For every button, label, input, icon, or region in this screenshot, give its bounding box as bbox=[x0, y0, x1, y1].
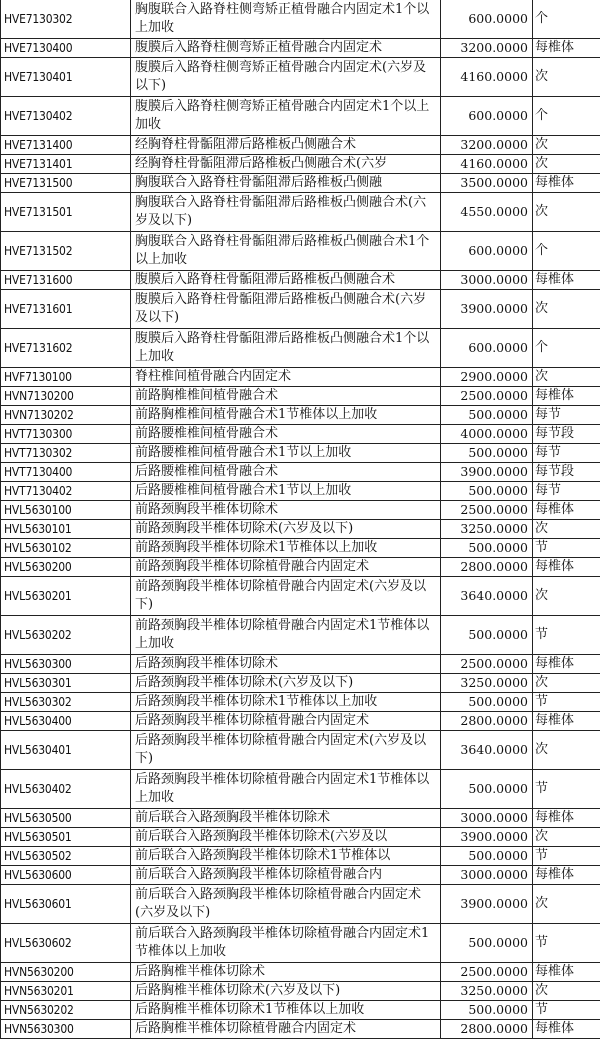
table-row bbox=[1, 0, 600, 39]
item-unit-cell: 节 bbox=[533, 1001, 600, 1020]
table-row bbox=[1, 368, 600, 387]
item-price-cell: 2800.0000 bbox=[441, 712, 533, 731]
item-code-cell: HVE7131601 bbox=[1, 290, 131, 329]
item-price-cell: 3900.0000 bbox=[441, 885, 533, 924]
item-name-cell: 胸腹联合入路脊柱骨骺阻滞后路椎板凸侧融合术1个以上加收 bbox=[131, 232, 441, 271]
item-price-cell: 3900.0000 bbox=[441, 290, 533, 329]
item-price-cell: 500.0000 bbox=[441, 406, 533, 425]
item-name-cell: 后路颈胸段半椎体切除术 bbox=[131, 655, 441, 674]
item-unit-cell: 次 bbox=[533, 368, 600, 387]
item-unit-cell: 次 bbox=[533, 982, 600, 1001]
item-name-cell: 后路颈胸段半椎体切除植骨融合内固定术1节椎体以上加收 bbox=[131, 770, 441, 809]
table-row bbox=[1, 770, 600, 809]
item-price-cell: 2500.0000 bbox=[441, 387, 533, 406]
table-row bbox=[1, 444, 600, 463]
item-name-cell: 前路腰椎椎间植骨融合术 bbox=[131, 425, 441, 444]
item-code-cell: HVE7131500 bbox=[1, 174, 131, 193]
item-unit-cell: 节 bbox=[533, 693, 600, 712]
item-price-cell: 2800.0000 bbox=[441, 558, 533, 577]
item-unit-cell: 每节段 bbox=[533, 463, 600, 482]
table-row bbox=[1, 329, 600, 368]
item-name-cell: 前路胸椎椎间植骨融合术 bbox=[131, 387, 441, 406]
item-name-cell: 腹膜后入路脊柱侧弯矫正植骨融合内固定术1个以上加收 bbox=[131, 97, 441, 136]
item-code-cell: HVT7130300 bbox=[1, 425, 131, 444]
table-row bbox=[1, 963, 600, 982]
item-code-cell: HVN7130202 bbox=[1, 406, 131, 425]
item-unit-cell: 个 bbox=[533, 232, 600, 271]
item-code-cell: HVE7131502 bbox=[1, 232, 131, 271]
fee-table-body bbox=[1, 0, 600, 1039]
item-unit-cell: 次 bbox=[533, 155, 600, 174]
item-unit-cell: 个 bbox=[533, 97, 600, 136]
table-row bbox=[1, 58, 600, 97]
table-row bbox=[1, 866, 600, 885]
item-unit-cell: 次 bbox=[533, 520, 600, 539]
item-code-cell: HVL5630201 bbox=[1, 577, 131, 616]
item-unit-cell: 每椎体 bbox=[533, 963, 600, 982]
item-name-cell: 后路颈胸段半椎体切除术(六岁及以下) bbox=[131, 674, 441, 693]
item-code-cell: HVE7130302 bbox=[1, 0, 131, 39]
table-row bbox=[1, 577, 600, 616]
item-price-cell: 4000.0000 bbox=[441, 425, 533, 444]
item-price-cell: 500.0000 bbox=[441, 482, 533, 501]
item-code-cell: HVT7130400 bbox=[1, 463, 131, 482]
item-unit-cell: 每椎体 bbox=[533, 271, 600, 290]
table-row bbox=[1, 809, 600, 828]
item-name-cell: 胸腹联合入路脊柱骨骺阻滞后路椎板凸侧融 bbox=[131, 174, 441, 193]
item-price-cell: 500.0000 bbox=[441, 616, 533, 655]
item-name-cell: 经胸脊柱骨骺阻滞后路椎板凸侧融合术 bbox=[131, 136, 441, 155]
item-unit-cell: 次 bbox=[533, 885, 600, 924]
item-unit-cell: 次 bbox=[533, 674, 600, 693]
item-name-cell: 后路胸椎半椎体切除植骨融合内固定术 bbox=[131, 1020, 441, 1039]
item-unit-cell: 次 bbox=[533, 290, 600, 329]
item-code-cell: HVL5630401 bbox=[1, 731, 131, 770]
table-row bbox=[1, 693, 600, 712]
item-name-cell: 后路胸椎半椎体切除术(六岁及以下) bbox=[131, 982, 441, 1001]
table-row bbox=[1, 174, 600, 193]
item-code-cell: HVN5630201 bbox=[1, 982, 131, 1001]
item-unit-cell: 每节 bbox=[533, 444, 600, 463]
table-row bbox=[1, 155, 600, 174]
item-name-cell: 后路胸椎半椎体切除术 bbox=[131, 963, 441, 982]
table-row bbox=[1, 39, 600, 58]
table-row bbox=[1, 655, 600, 674]
item-unit-cell: 次 bbox=[533, 828, 600, 847]
table-row bbox=[1, 501, 600, 520]
item-code-cell: HVL5630102 bbox=[1, 539, 131, 558]
item-price-cell: 3640.0000 bbox=[441, 577, 533, 616]
item-name-cell: 后路腰椎椎间植骨融合术 bbox=[131, 463, 441, 482]
table-row bbox=[1, 232, 600, 271]
table-row bbox=[1, 674, 600, 693]
item-unit-cell: 每椎体 bbox=[533, 809, 600, 828]
item-code-cell: HVL5630301 bbox=[1, 674, 131, 693]
item-unit-cell: 次 bbox=[533, 58, 600, 97]
item-price-cell: 3900.0000 bbox=[441, 828, 533, 847]
table-row bbox=[1, 463, 600, 482]
table-row bbox=[1, 387, 600, 406]
table-row bbox=[1, 847, 600, 866]
item-unit-cell: 每椎体 bbox=[533, 39, 600, 58]
item-unit-cell: 每椎体 bbox=[533, 501, 600, 520]
item-name-cell: 后路颈胸段半椎体切除植骨融合内固定术 bbox=[131, 712, 441, 731]
table-row bbox=[1, 924, 600, 963]
item-code-cell: HVT7130302 bbox=[1, 444, 131, 463]
item-name-cell: 前路颈胸段半椎体切除术(六岁及以下) bbox=[131, 520, 441, 539]
item-unit-cell: 次 bbox=[533, 136, 600, 155]
item-price-cell: 500.0000 bbox=[441, 1001, 533, 1020]
item-name-cell: 经胸脊柱骨骺阻滞后路椎板凸侧融合术(六岁 bbox=[131, 155, 441, 174]
item-unit-cell: 每椎体 bbox=[533, 655, 600, 674]
item-unit-cell: 节 bbox=[533, 616, 600, 655]
table-row bbox=[1, 97, 600, 136]
item-name-cell: 前路颈胸段半椎体切除植骨融合内固定术(六岁及以下) bbox=[131, 577, 441, 616]
item-price-cell: 500.0000 bbox=[441, 539, 533, 558]
item-name-cell: 前路颈胸段半椎体切除术 bbox=[131, 501, 441, 520]
item-code-cell: HVL5630602 bbox=[1, 924, 131, 963]
item-price-cell: 600.0000 bbox=[441, 97, 533, 136]
item-code-cell: HVL5630101 bbox=[1, 520, 131, 539]
item-name-cell: 腹膜后入路脊柱骨骺阻滞后路椎板凸侧融合术1个以上加收 bbox=[131, 329, 441, 368]
item-price-cell: 500.0000 bbox=[441, 847, 533, 866]
item-name-cell: 前路颈胸段半椎体切除术1节椎体以上加收 bbox=[131, 539, 441, 558]
item-unit-cell: 每节 bbox=[533, 406, 600, 425]
table-row bbox=[1, 406, 600, 425]
item-unit-cell: 节 bbox=[533, 539, 600, 558]
table-row bbox=[1, 616, 600, 655]
item-code-cell: HVL5630502 bbox=[1, 847, 131, 866]
table-row bbox=[1, 731, 600, 770]
item-name-cell: 前路胸椎椎间植骨融合术1节椎体以上加收 bbox=[131, 406, 441, 425]
item-name-cell: 胸腹联合入路脊柱骨骺阻滞后路椎板凸侧融合术(六岁及以下) bbox=[131, 193, 441, 232]
item-unit-cell: 次 bbox=[533, 731, 600, 770]
item-code-cell: HVE7131400 bbox=[1, 136, 131, 155]
table-row bbox=[1, 193, 600, 232]
table-row bbox=[1, 271, 600, 290]
table-row bbox=[1, 1001, 600, 1020]
item-code-cell: HVN5630200 bbox=[1, 963, 131, 982]
item-unit-cell: 每椎体 bbox=[533, 174, 600, 193]
item-price-cell: 3000.0000 bbox=[441, 809, 533, 828]
item-name-cell: 后路颈胸段半椎体切除植骨融合内固定术(六岁及以下) bbox=[131, 731, 441, 770]
item-unit-cell: 每椎体 bbox=[533, 558, 600, 577]
item-name-cell: 后路胸椎半椎体切除术1节椎体以上加收 bbox=[131, 1001, 441, 1020]
item-name-cell: 腹膜后入路脊柱侧弯矫正植骨融合内固定术(六岁及以下) bbox=[131, 58, 441, 97]
item-code-cell: HVL5630202 bbox=[1, 616, 131, 655]
item-price-cell: 3200.0000 bbox=[441, 136, 533, 155]
item-name-cell: 前后联合入路颈胸段半椎体切除术1节椎体以 bbox=[131, 847, 441, 866]
item-code-cell: HVL5630402 bbox=[1, 770, 131, 809]
item-code-cell: HVL5630300 bbox=[1, 655, 131, 674]
item-code-cell: HVN5630300 bbox=[1, 1020, 131, 1039]
item-price-cell: 500.0000 bbox=[441, 770, 533, 809]
item-price-cell: 3250.0000 bbox=[441, 520, 533, 539]
table-row bbox=[1, 482, 600, 501]
item-code-cell: HVL5630100 bbox=[1, 501, 131, 520]
item-price-cell: 3250.0000 bbox=[441, 674, 533, 693]
item-price-cell: 4550.0000 bbox=[441, 193, 533, 232]
item-unit-cell: 每节 bbox=[533, 482, 600, 501]
item-code-cell: HVE7130400 bbox=[1, 39, 131, 58]
item-code-cell: HVE7131600 bbox=[1, 271, 131, 290]
item-name-cell: 脊柱椎间植骨融合内固定术 bbox=[131, 368, 441, 387]
item-name-cell: 胸腹联合入路脊柱侧弯矫正植骨融合内固定术1个以上加收 bbox=[131, 0, 441, 39]
item-code-cell: HVT7130402 bbox=[1, 482, 131, 501]
item-unit-cell: 节 bbox=[533, 924, 600, 963]
item-code-cell: HVE7131602 bbox=[1, 329, 131, 368]
item-name-cell: 腹膜后入路脊柱骨骺阻滞后路椎板凸侧融合术 bbox=[131, 271, 441, 290]
table-row bbox=[1, 539, 600, 558]
item-name-cell: 前后联合入路颈胸段半椎体切除植骨融合内固定术(六岁及以下) bbox=[131, 885, 441, 924]
item-name-cell: 前后联合入路颈胸段半椎体切除术(六岁及以 bbox=[131, 828, 441, 847]
item-name-cell: 前后联合入路颈胸段半椎体切除植骨融合内固定术1节椎体以上加收 bbox=[131, 924, 441, 963]
table-row bbox=[1, 1020, 600, 1039]
item-name-cell: 前后联合入路颈胸段半椎体切除植骨融合内 bbox=[131, 866, 441, 885]
item-price-cell: 2900.0000 bbox=[441, 368, 533, 387]
item-name-cell: 前后联合入路颈胸段半椎体切除术 bbox=[131, 809, 441, 828]
table-row bbox=[1, 136, 600, 155]
item-price-cell: 4160.0000 bbox=[441, 58, 533, 97]
item-code-cell: HVL5630500 bbox=[1, 809, 131, 828]
item-code-cell: HVE7130401 bbox=[1, 58, 131, 97]
table-row bbox=[1, 290, 600, 329]
item-price-cell: 600.0000 bbox=[441, 0, 533, 39]
item-price-cell: 3250.0000 bbox=[441, 982, 533, 1001]
item-price-cell: 3900.0000 bbox=[441, 463, 533, 482]
item-name-cell: 后路腰椎椎间植骨融合术1节以上加收 bbox=[131, 482, 441, 501]
table-row bbox=[1, 425, 600, 444]
item-code-cell: HVE7130402 bbox=[1, 97, 131, 136]
table-row bbox=[1, 520, 600, 539]
item-code-cell: HVN7130200 bbox=[1, 387, 131, 406]
item-name-cell: 腹膜后入路脊柱侧弯矫正植骨融合内固定术 bbox=[131, 39, 441, 58]
item-price-cell: 2500.0000 bbox=[441, 963, 533, 982]
item-code-cell: HVL5630200 bbox=[1, 558, 131, 577]
item-unit-cell: 次 bbox=[533, 193, 600, 232]
table-row bbox=[1, 712, 600, 731]
item-unit-cell: 节 bbox=[533, 847, 600, 866]
item-code-cell: HVE7131401 bbox=[1, 155, 131, 174]
item-code-cell: HVL5630302 bbox=[1, 693, 131, 712]
item-code-cell: HVE7131501 bbox=[1, 193, 131, 232]
item-price-cell: 3500.0000 bbox=[441, 174, 533, 193]
item-name-cell: 前路颈胸段半椎体切除植骨融合内固定术 bbox=[131, 558, 441, 577]
item-unit-cell: 节 bbox=[533, 770, 600, 809]
item-unit-cell: 每椎体 bbox=[533, 866, 600, 885]
item-code-cell: HVN5630202 bbox=[1, 1001, 131, 1020]
item-code-cell: HVL5630600 bbox=[1, 866, 131, 885]
item-price-cell: 3640.0000 bbox=[441, 731, 533, 770]
item-name-cell: 前路颈胸段半椎体切除植骨融合内固定术1节椎体以上加收 bbox=[131, 616, 441, 655]
item-code-cell: HVL5630400 bbox=[1, 712, 131, 731]
item-price-cell: 2800.0000 bbox=[441, 1020, 533, 1039]
item-code-cell: HVL5630501 bbox=[1, 828, 131, 847]
table-row bbox=[1, 558, 600, 577]
item-price-cell: 2500.0000 bbox=[441, 655, 533, 674]
item-price-cell: 600.0000 bbox=[441, 232, 533, 271]
item-price-cell: 4160.0000 bbox=[441, 155, 533, 174]
item-unit-cell: 每椎体 bbox=[533, 1020, 600, 1039]
item-price-cell: 2500.0000 bbox=[441, 501, 533, 520]
table-row bbox=[1, 982, 600, 1001]
item-price-cell: 3000.0000 bbox=[441, 271, 533, 290]
table-row bbox=[1, 828, 600, 847]
item-price-cell: 3000.0000 bbox=[441, 866, 533, 885]
item-unit-cell: 个 bbox=[533, 329, 600, 368]
item-name-cell: 腹膜后入路脊柱骨骺阻滞后路椎板凸侧融合术(六岁及以下) bbox=[131, 290, 441, 329]
item-name-cell: 前路腰椎椎间植骨融合术1节以上加收 bbox=[131, 444, 441, 463]
item-price-cell: 500.0000 bbox=[441, 693, 533, 712]
item-price-cell: 500.0000 bbox=[441, 924, 533, 963]
item-name-cell: 后路颈胸段半椎体切除术1节椎体以上加收 bbox=[131, 693, 441, 712]
item-unit-cell: 每节段 bbox=[533, 425, 600, 444]
item-price-cell: 600.0000 bbox=[441, 329, 533, 368]
item-unit-cell: 次 bbox=[533, 577, 600, 616]
item-price-cell: 3200.0000 bbox=[441, 39, 533, 58]
item-unit-cell: 每椎体 bbox=[533, 712, 600, 731]
item-unit-cell: 每椎体 bbox=[533, 387, 600, 406]
item-code-cell: HVF7130100 bbox=[1, 368, 131, 387]
table-row bbox=[1, 885, 600, 924]
item-price-cell: 500.0000 bbox=[441, 444, 533, 463]
item-unit-cell: 个 bbox=[533, 0, 600, 39]
item-code-cell: HVL5630601 bbox=[1, 885, 131, 924]
